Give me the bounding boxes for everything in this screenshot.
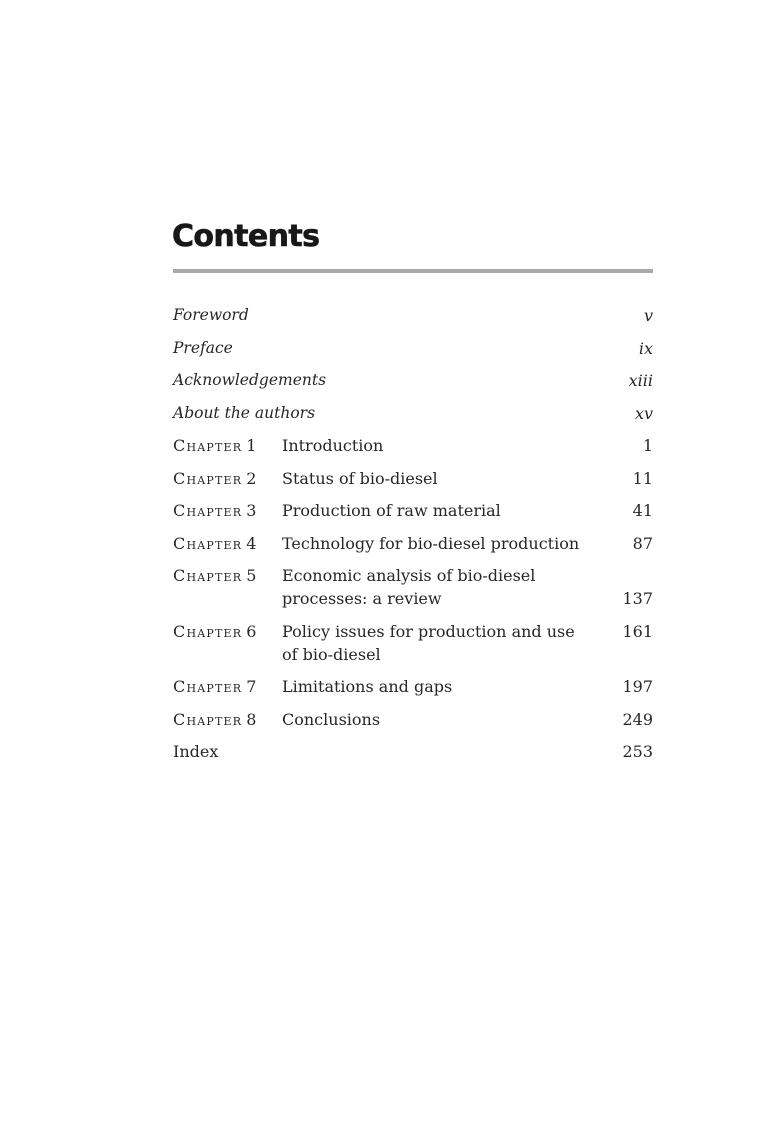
toc-entry-foreword[interactable] bbox=[173, 304, 653, 327]
toc-entry-title: Introduction bbox=[282, 436, 384, 455]
toc-entry-page: 197 bbox=[622, 677, 653, 696]
toc-entry-chapter-7[interactable] bbox=[173, 675, 653, 698]
toc-entry-title: Conclusions bbox=[282, 709, 381, 729]
toc-entry-page: xv bbox=[634, 403, 653, 423]
chapter-number: 1 bbox=[246, 436, 257, 455]
chapter-label bbox=[173, 708, 282, 731]
chapter-number: 6 bbox=[246, 621, 257, 641]
toc-entry-index[interactable] bbox=[173, 740, 653, 763]
chapter-word: Chapter bbox=[173, 566, 243, 585]
chapter-label bbox=[173, 675, 282, 698]
toc-entry-chapter-4[interactable] bbox=[173, 532, 653, 555]
toc-entry-title: Foreword bbox=[173, 306, 249, 324]
toc-entry-about-the-authors[interactable] bbox=[173, 402, 653, 425]
toc-entry-title: Production of raw material bbox=[282, 501, 501, 520]
chapter-label bbox=[173, 434, 282, 457]
chapter-label bbox=[173, 499, 282, 522]
toc-entry-page: ix bbox=[638, 338, 653, 358]
toc-entry-title: Technology for bio-diesel production bbox=[282, 533, 580, 553]
chapter-word: Chapter bbox=[173, 468, 243, 488]
toc-entry-chapter-2[interactable] bbox=[173, 467, 653, 490]
toc-entry-title: Acknowledgements bbox=[173, 371, 327, 389]
toc-entry-title: About the authors bbox=[173, 403, 316, 422]
toc-entry-page: 161 bbox=[622, 621, 653, 641]
toc-entry-chapter-3[interactable] bbox=[173, 499, 653, 522]
chapter-word: Chapter bbox=[173, 709, 243, 729]
toc-entry-title: Status of bio-diesel bbox=[282, 468, 438, 488]
toc-entry-page: 41 bbox=[632, 501, 653, 520]
chapter-word: Chapter bbox=[173, 436, 243, 455]
chapter-label bbox=[173, 467, 282, 490]
chapter-number: 5 bbox=[246, 566, 257, 585]
toc-entry-chapter-1[interactable] bbox=[173, 434, 653, 457]
chapter-number: 8 bbox=[246, 709, 257, 729]
title-rule-divider bbox=[173, 269, 653, 273]
page-title: Contents bbox=[172, 219, 320, 254]
chapter-number: 3 bbox=[246, 501, 257, 520]
toc-entry-page: xiii bbox=[628, 371, 653, 390]
chapter-label bbox=[173, 532, 282, 555]
toc-entry-title: Policy issues for production and use of bio-diesel bbox=[282, 621, 575, 664]
chapter-label bbox=[173, 620, 282, 643]
toc-entry-page: 137 bbox=[622, 589, 653, 608]
toc-entry-title: Economic analysis of bio-diesel processes: a review bbox=[282, 566, 536, 608]
chapter-number: 4 bbox=[246, 533, 257, 553]
toc-entry-page: v bbox=[643, 306, 653, 325]
toc-entry-page: 87 bbox=[632, 533, 653, 553]
toc-entry-title: Index bbox=[173, 742, 219, 761]
toc-entry-page: 253 bbox=[622, 742, 653, 761]
chapter-word: Chapter bbox=[173, 533, 243, 553]
chapter-word: Chapter bbox=[173, 621, 243, 641]
toc-entry-chapter-5[interactable] bbox=[173, 564, 653, 610]
toc-entry-page: 11 bbox=[632, 468, 653, 488]
table-of-contents bbox=[173, 304, 653, 773]
chapter-word: Chapter bbox=[173, 677, 243, 696]
chapter-number: 7 bbox=[246, 677, 257, 696]
toc-entry-chapter-8[interactable] bbox=[173, 708, 653, 731]
toc-entry-page: 1 bbox=[642, 436, 653, 455]
toc-entry-title: Limitations and gaps bbox=[282, 677, 453, 696]
chapter-word: Chapter bbox=[173, 501, 243, 520]
chapter-label bbox=[173, 564, 282, 587]
chapter-number: 2 bbox=[246, 468, 257, 488]
toc-entry-chapter-6[interactable] bbox=[173, 620, 653, 666]
toc-entry-title: Preface bbox=[173, 338, 233, 357]
toc-entry-page: 249 bbox=[622, 709, 653, 729]
toc-entry-preface[interactable] bbox=[173, 337, 653, 360]
toc-entry-acknowledgements[interactable] bbox=[173, 369, 653, 392]
